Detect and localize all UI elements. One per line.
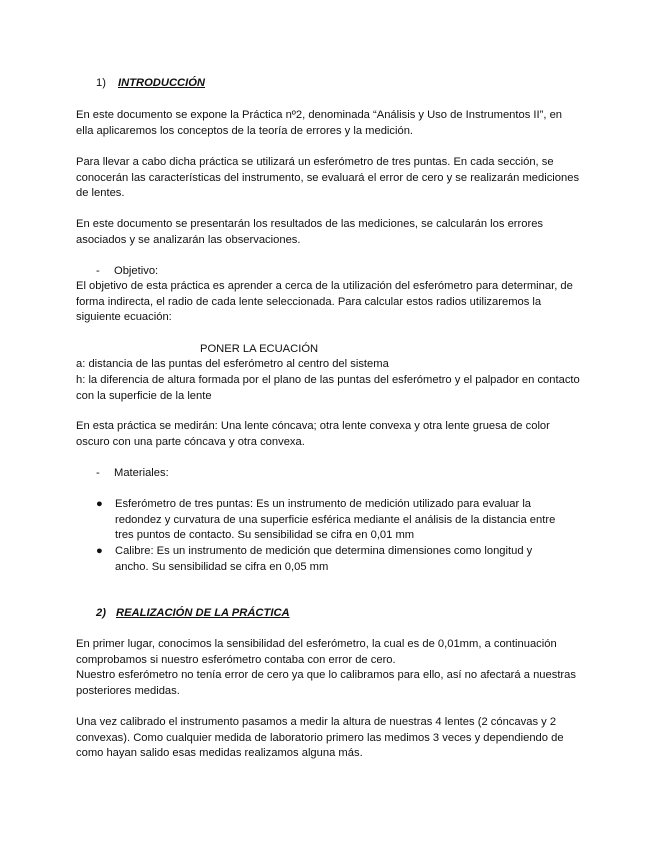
bullet-icon: ● [96,498,103,510]
equation-placeholder: PONER LA ECUACIÓN [200,343,319,355]
materiales-label: Materiales: [114,467,169,479]
objetivo-text: El objetivo de esta práctica es aprender a cerca de la utilización del esferómetro para determinar, de forma indirecta, el radio de cada lente seleccionada. Para calcular estos radios utilizaremos la siguiente ecuación: [76,280,573,323]
material-calibre-text: Calibre: Es un instrumento de medición que determina dimensiones como longitud y ancho. Su sensibilidad se cifra en 0,05 mm [115,545,533,573]
intro-paragraph-2: Para llevar a cabo dicha práctica se utilizará un esferómetro de tres puntas. En cada sección, se conocerán las características del instrumento, se evaluará el error de cero y se realizarán mediciones de lentes. [76,156,580,199]
section-2-number: 2) [96,607,106,619]
section-2-heading [96,606,601,622]
materiales-dash: - [96,467,100,479]
realizacion-paragraph-1: En primer lugar, conocimos la sensibilidad del esferómetro, la cual es de 0,01mm, a continuación comprobamos si nuestro esferómetro contaba con error de cero. [76,638,557,666]
equation-definition-h: h: la diferencia de altura formada por el plano de las puntas del esferómetro y el palpador en contacto con la superficie de la lente [76,374,580,402]
bullet-icon: ● [96,545,103,557]
materiales-label-line [96,466,169,482]
section-1-heading [96,76,601,92]
material-esferometro-text: Esferómetro de tres puntas: Es un instrumento de medición utilizado para evaluar la redondez y curvatura de una superficie esférica mediante el análisis de la distancia entre tres puntos de contacto. Su sensibilidad se cifra en 0,01 mm [115,498,556,541]
realizacion-paragraph-2: Nuestro esferómetro no tenía error de cero ya que lo calibramos para ello, así no afectará a nuestras posteriores medidas. [76,669,576,697]
intro-paragraph-3: En este documento se presentarán los resultados de las mediciones, se calcularán los errores asociados y se analizarán las observaciones. [76,218,544,246]
list-item [96,497,566,544]
objetivo-label-line [96,264,158,280]
list-item [96,544,566,575]
section-1-number: 1) [96,77,106,89]
intro-paragraph-1: En este documento se expone la Práctica nº2, denominada “Análisis y Uso de Instrumentos II”, en ella aplicaremos los conceptos de la teoría de errores y la medición. [76,109,563,137]
realizacion-paragraph-3: Una vez calibrado el instrumento pasamos a medir la altura de nuestras 4 lentes (2 cóncavas y 2 convexas). Como cualquier medida de laboratorio primero las medimos 3 veces y dependiendo de como hayan salido esas medidas realizamos alguna más. [76,716,564,759]
objetivo-dash: - [96,265,100,277]
objetivo-label: Objetivo: [114,265,159,277]
lentes-paragraph: En esta práctica se medirán: Una lente cóncava; otra lente convexa y otra lente gruesa de color oscuro con una parte cóncava y otra convexa. [76,420,550,448]
section-2-title: REALIZACIÓN DE LA PRÁCTICA [116,607,290,619]
section-1-title: INTRODUCCIÓN [118,77,206,89]
equation-definition-a: a: distancia de las puntas del esferómetro al centro del sistema [76,358,389,370]
